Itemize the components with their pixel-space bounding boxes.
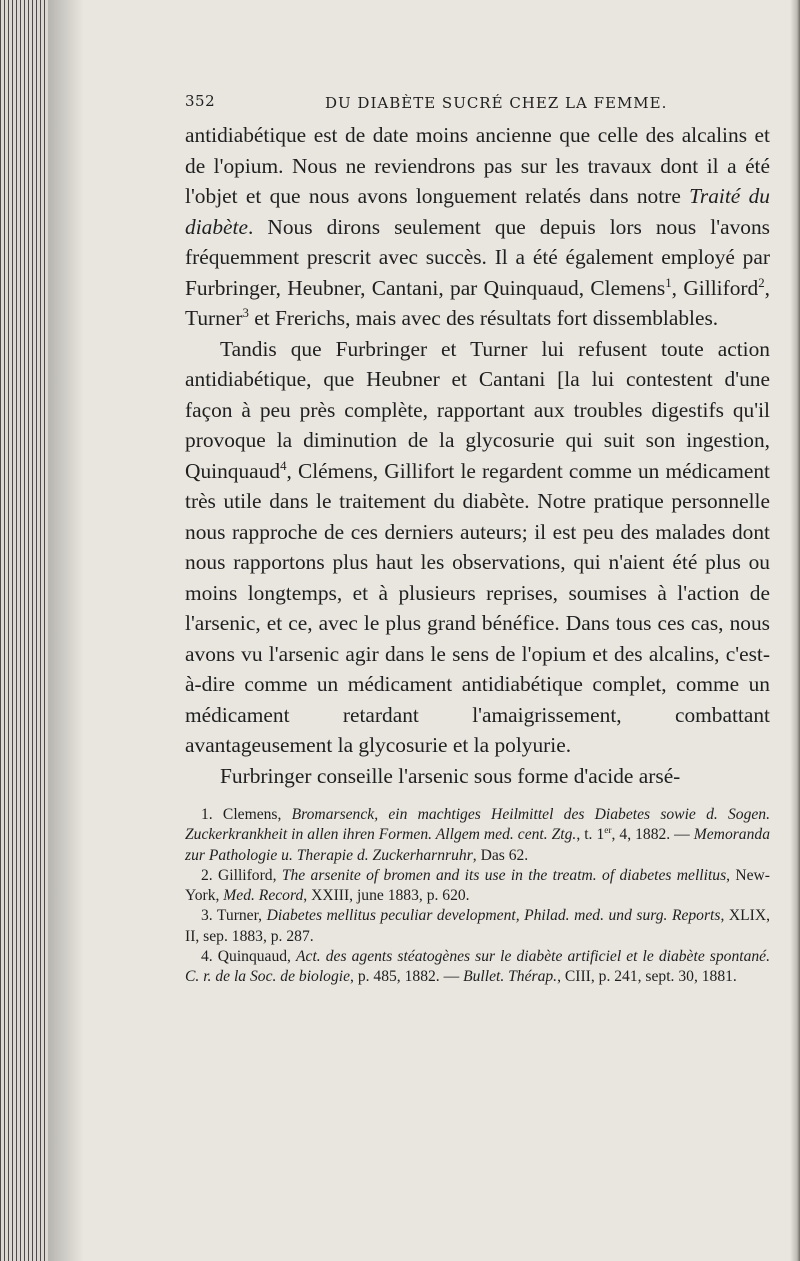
footnotes	[185, 805, 770, 988]
citation-title: The arsenite of bromen and its use in the treatm. of diabetes mellitus	[281, 866, 727, 884]
text-run: , CIII, p. 241, sept. 30, 1881.	[557, 968, 737, 986]
book-title: Traité du diabète	[185, 184, 770, 239]
citation-title: Act. des agents stéatogènes sur le diabète artificiel et le diabète spontané. C. r. de la Soc. de biologie	[185, 948, 770, 986]
page-number: 352	[185, 92, 216, 110]
page-edge	[790, 0, 800, 1261]
text-run: Tandis que Furbringer et Turner lui refusent toute action antidiabétique, que Heubner et Cantani [la lui contestent d'une façon à peu près complète, rapportant aux troubles digestifs qu'il provoque la diminution de la glycosurie qui suit son ingestion, Quinquaud	[185, 336, 770, 483]
text-run: , XLIX, II, sep. 1883, p. 287.	[185, 907, 770, 945]
footnote-4	[185, 947, 770, 988]
citation-title: Bullet. Thérap.	[463, 968, 558, 986]
text-run: , New-York,	[185, 866, 771, 905]
citation-title: Memoranda zur Pathologie u. Therapie d. Zuckerharnruhr	[185, 826, 770, 864]
text-run: , t. 1	[576, 826, 605, 844]
text-run: antidiabétique est de date moins ancienne que celle des alcalins et de l'opium. Nous ne reviendrons pas sur les travaux dont il a été l'objet et que nous avons longuement relatés dans notre	[185, 123, 770, 208]
paragraph-2	[185, 334, 770, 761]
text-run: . Nous dirons seulement que depuis lors nous l'avons fréquemment prescrit avec succès. Il a été également employé par Furbringer, Heubner, Cantani, par Quinquaud, Clemens	[185, 214, 770, 300]
paragraph-1	[185, 120, 770, 334]
text-run: 1. Clemens,	[201, 806, 292, 823]
text-run: , p. 485, 1882. —	[350, 968, 464, 986]
text-run: 4. Quinquaud,	[201, 948, 297, 966]
text-run: , Gilliford	[671, 275, 759, 300]
citation-title: Diabetes mellitus peculiar development, Philad. med. und surg. Reports	[266, 907, 721, 925]
text-run: , Clémens, Gillifort le regardent comme un médicament très utile dans le traitement du diabète. Notre pratique personnelle nous rapproche de ces derniers auteurs; il est peu des malades dont nous rapportons plus haut les observations, qui n'aient été plus ou moins longtemps, et à plusieurs reprises, soumises à l'action de l'arsenic, et ce, avec le plus grand bénéfice. Dans tous ces cas, nous avons vu l'arsenic agir dans le sens de l'opium et des alcalins, c'est-à-dire comme un médicament antidiabétique complet, comme un médicament retardant l'amaigrissement, combattant avantageusement la glycosurie et la polyurie.	[185, 458, 770, 757]
main-text	[185, 120, 770, 791]
citation-title: Bromarsenck, ein machtiges Heilmittel des Diabetes sowie d. Sogen. Zuckerkrankheit in allen ihren Formen. Allgem med. cent. Ztg.	[185, 806, 770, 844]
footnote-ref: 2	[758, 275, 765, 290]
footnote-2	[185, 866, 770, 907]
citation-title: Med. Record	[223, 887, 304, 905]
running-head: DU DIABÈTE SUCRÉ CHEZ LA FEMME.	[325, 94, 668, 112]
text-run: , XXIII, june 1883, p. 620.	[303, 887, 470, 905]
gutter-shadow	[48, 0, 84, 1261]
superscript: er	[604, 826, 612, 837]
book-page	[185, 92, 770, 988]
text-run: et Frerichs, mais avec des résultats fort dissemblables.	[248, 306, 719, 330]
footnote-ref: 4	[280, 458, 287, 473]
text-run: , 4, 1882. —	[611, 826, 694, 844]
footnote-ref: 3	[242, 305, 249, 320]
book-binding	[0, 0, 48, 1261]
text-run: , Das 62.	[472, 846, 529, 864]
footnote-1	[185, 805, 770, 866]
page-header	[185, 92, 770, 120]
footnote-ref: 1	[665, 275, 672, 290]
footnote-3	[185, 906, 770, 947]
text-run: 2. Gilliford,	[201, 866, 282, 884]
paragraph-3: Furbringer conseille l'arsenic sous forme d'acide arsé-	[220, 763, 681, 788]
text-run: , Turner	[185, 275, 770, 330]
text-run: 3. Turner,	[201, 907, 267, 925]
